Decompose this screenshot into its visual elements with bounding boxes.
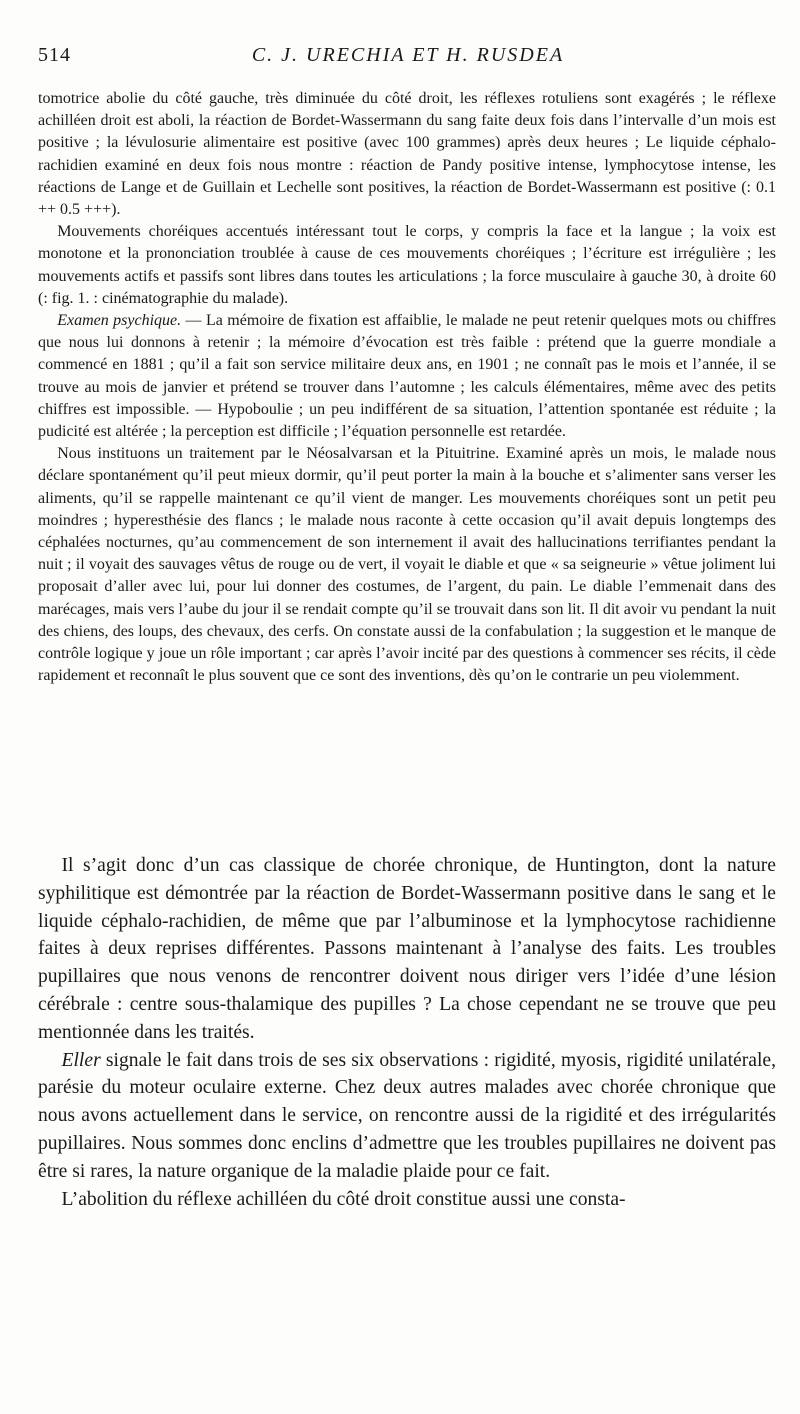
paragraph-body: signale le fait dans trois de ses six observations : rigidité, myosis, rigidité unilatérale, parésie du moteur oculaire externe. Chez deux autres malades avec chorée chronique que nous avons actuellement dans le service, on rencontre aussi de la rigidité et des irrégularités pupillaires. Nous sommes donc enclins d’admettre que les troubles pupillaires ne doivent pas être si rares, la nature organique de la maladie plaide pour ce fait. [38,1049,776,1182]
case-report-small-text [38,88,776,687]
paragraph: tomotrice abolie du côté gauche, très diminuée du côté droit, les réflexes rotuliens sont exagérés ; le réflexe achilléen droit est aboli, la réaction de Bordet-Wassermann du sang faite deux fois dans l’intervalle d’un mois est positive ; la lévulosurie alimentaire est positive (avec 100 grammes) après deux heures ; Le liquide céphalo-rachidien examiné en deux fois nous montre : réaction de Pandy positive intense, lymphocytose intense, les réactions de Lange et de Guillain et Lechelle sont positives, la réaction de Bordet-Wassermann est positive (: 0.1 ++ 0.5 +++). [38,90,776,219]
page-header [38,44,778,74]
paragraph: L’abolition du réflexe achilléen du côté droit constitue aussi une consta- [61,1188,626,1210]
paragraph: Nous instituons un traitement par le Néosalvarsan et la Pituitrine. Examiné après un mois, le malade nous déclare spontanément qu’il peut mieux dormir, qu’il peut porter la main à la bouche et s’alimenter sans verser les aliments, qu’il se rappelle maintenant ce qu’il vient de manger. Les mouvements choréiques sont un petit peu moindres ; hyperesthésie des flancs ; le malade nous raconte à cette occasion qu’il avait depuis longtemps des céphalées nocturnes, qu’au commencement de son internement il avait des hallucinations terrifiantes pendant la nuit ; il voyait des sauvages vêtus de rouge ou de vert, il voyait le diable et que « sa seigneurie » vêtue joliment lui proposait d’aller avec lui, pour lui donner des costumes, de l’argent, du pain. Le diable l’emmenait dans des marécages, mais vers l’aube du jour il se rendait compte qu’il se trouvait dans son lit. Il dit avoir vu pendant la nuit des chiens, des loups, des chevaux, des cerfs. On constate aussi de la confabulation ; la suggestion et le manque de contrôle logique y joue un rôle important ; car après l’avoir incité par des questions à commencer ses récits, il cède rapidement et reconnaît le plus souvent que ce sont des inventions, dès qu’on le contrarie un peu violemment. [38,445,776,685]
paragraph-psychic-exam [38,310,776,443]
paragraph-eller [38,1047,776,1186]
paragraph: Il s’agit donc d’un cas classique de chorée chronique, de Huntington, dont la nature syphilitique est démontrée par la réaction de Bordet-Wassermann positive dans le sang et le liquide céphalo-rachidien, de même que par l’albuminose et la lymphocytose rachidienne faites à deux reprises différentes. Passons maintenant à l’analyse des faits. Les troubles pupillaires que nous venons de rencontrer doivent nous diriger vers l’idée d’une lésion cérébrale : centre sous-thalamique des pupilles ? La chose cependant ne se trouve que peu mentionnée dans les traités. [38,855,776,1043]
section-lead: Examen psychique. [57,312,182,330]
author-name: Eller [61,1049,101,1071]
paragraph-body: — La mémoire de fixation est affaiblie, le malade ne peut retenir quelques mots ou chiffres que nous lui donnons à retenir ; la mémoire d’évocation est très faible : prétend que la guerre mondiale a commencé en 1881 ; qu’il a fait son service militaire deux ans, en 1901 ; ne connaît pas le mois et l’année, il se trouve au mois de janvier et prétend se trouver dans l’automne ; les calculs élémentaires, même avec des petits chiffres est impossible. — Hypoboulie ; un peu indifférent de sa situation, l’attention spontanée est réduite ; la pudicité est altérée ; la perception est difficile ; l’équation personnelle est retardée. [38,312,776,441]
running-head: C. J. URECHIA ET H. RUSDEA [251,44,565,66]
paragraph: Mouvements choréiques accentués intéressant tout le corps, y compris la face et la langue ; la voix est monotone et la prononciation troublée à cause de ces mouvements choréiques ; l’écriture est irrégulière ; les mouvements actifs et passifs sont libres dans toutes les articulations ; la force musculaire à gauche 30, à droite 60 (: fig. 1. : cinématographie du malade). [38,223,776,307]
discussion-text [38,852,776,1213]
page-number: 514 [38,44,71,66]
